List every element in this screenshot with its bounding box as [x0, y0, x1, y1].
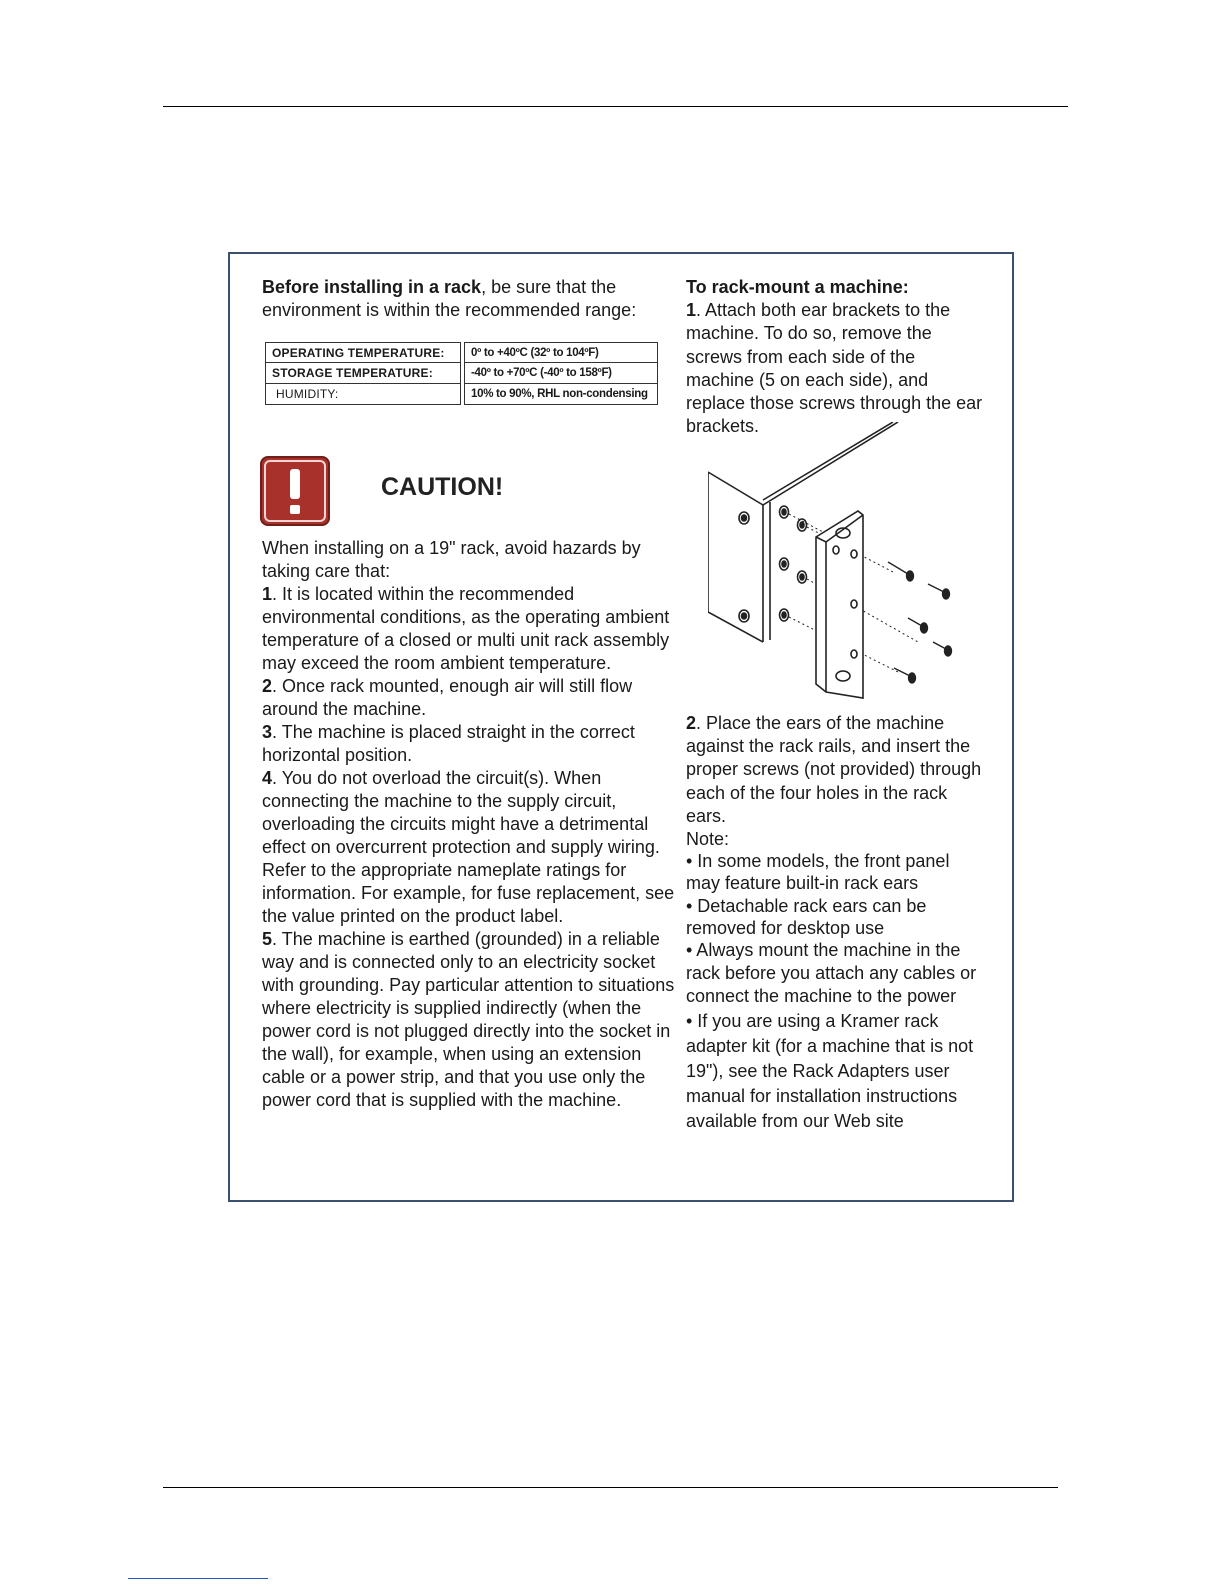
- list-item: • In some models, the front panel may feature built-in rack ears: [686, 851, 950, 894]
- footer-rule: [163, 1487, 1058, 1488]
- env-label: HUMIDITY:: [265, 384, 461, 405]
- env-value: 0º to +40ºC (32º to 104ºF): [464, 342, 658, 363]
- footer-link-underline: [128, 1578, 268, 1579]
- list-item: • Always mount the machine in the rack before you attach any cables or connect the machine to the power: [686, 940, 977, 1007]
- caution-body: [262, 537, 682, 1112]
- list-item: • If you are using a Kramer rack adapter kit (for a machine that is not 19"), see the Rack Adapters user manual for installation instructions available from our Web site: [686, 1010, 974, 1131]
- env-value: 10% to 90%, RHL non-condensing: [464, 384, 658, 405]
- exclamation-icon: [260, 456, 330, 526]
- list-item: 1. It is located within the recommended environmental conditions, as the operating ambient temperature of a closed or multi unit rack assembly may exceed the room ambient temperature.: [262, 584, 670, 673]
- list-item: 5. The machine is earthed (grounded) in a reliable way and is connected only to an electricity socket with grounding. Pay particular attention to situations where electricity is supplied indirectly (when the power cord is not plugged directly into the socket in the wall), for example, when using an extension cable or a power strip, and that you use only the power cord that is supplied with the machine.: [262, 929, 675, 1110]
- caution-title: CAUTION!: [381, 473, 504, 501]
- env-value: -40º to +70ºC (-40º to 158ºF): [464, 363, 658, 384]
- note-label: Note:: [686, 829, 730, 850]
- intro-text: [262, 276, 672, 322]
- rack-mount-heading: To rack-mount a machine:: [686, 277, 909, 297]
- rack-bracket-illustration: [708, 422, 968, 712]
- environment-table: [262, 342, 661, 405]
- step-2: 2. Place the ears of the machine against the rack rails, and insert the proper screws (not provided) through each of the four holes in the rack ears.: [686, 713, 982, 826]
- rack-mount-steps: [686, 276, 986, 438]
- step-1: 1. Attach both ear brackets to the machine. To do so, remove the screws from each side of the machine (5 on each side), and replace those screws through the ear brackets.: [686, 300, 983, 437]
- list-item: 4. You do not overload the circuit(s). When connecting the machine to the supply circuit, overloading the circuits might have a detrimental effect on overcurrent protection and supply wiring. Refer to the appropriate nameplate ratings for information. For example, for fuse replacement, see the value printed on the product label.: [262, 768, 675, 926]
- env-label: OPERATING TEMPERATURE:: [265, 342, 461, 363]
- intro-rest: , be sure that the environment is within the recommended range:: [262, 277, 637, 321]
- intro-bold: Before installing in a rack: [262, 277, 482, 297]
- rack-mount-notes: [686, 712, 986, 1134]
- table-row: [265, 363, 658, 384]
- env-label: STORAGE TEMPERATURE:: [265, 363, 461, 384]
- list-item: 2. Once rack mounted, enough air will still flow around the machine.: [262, 676, 633, 719]
- table-row: [265, 342, 658, 363]
- list-item: 3. The machine is placed straight in the correct horizontal position.: [262, 722, 635, 765]
- list-item: • Detachable rack ears can be removed for desktop use: [686, 895, 927, 938]
- rack-safety-panel: [228, 252, 1014, 1202]
- header-rule: [163, 106, 1068, 107]
- caution-intro: When installing on a 19" rack, avoid hazards by taking care that:: [262, 538, 641, 581]
- table-row: [265, 384, 658, 405]
